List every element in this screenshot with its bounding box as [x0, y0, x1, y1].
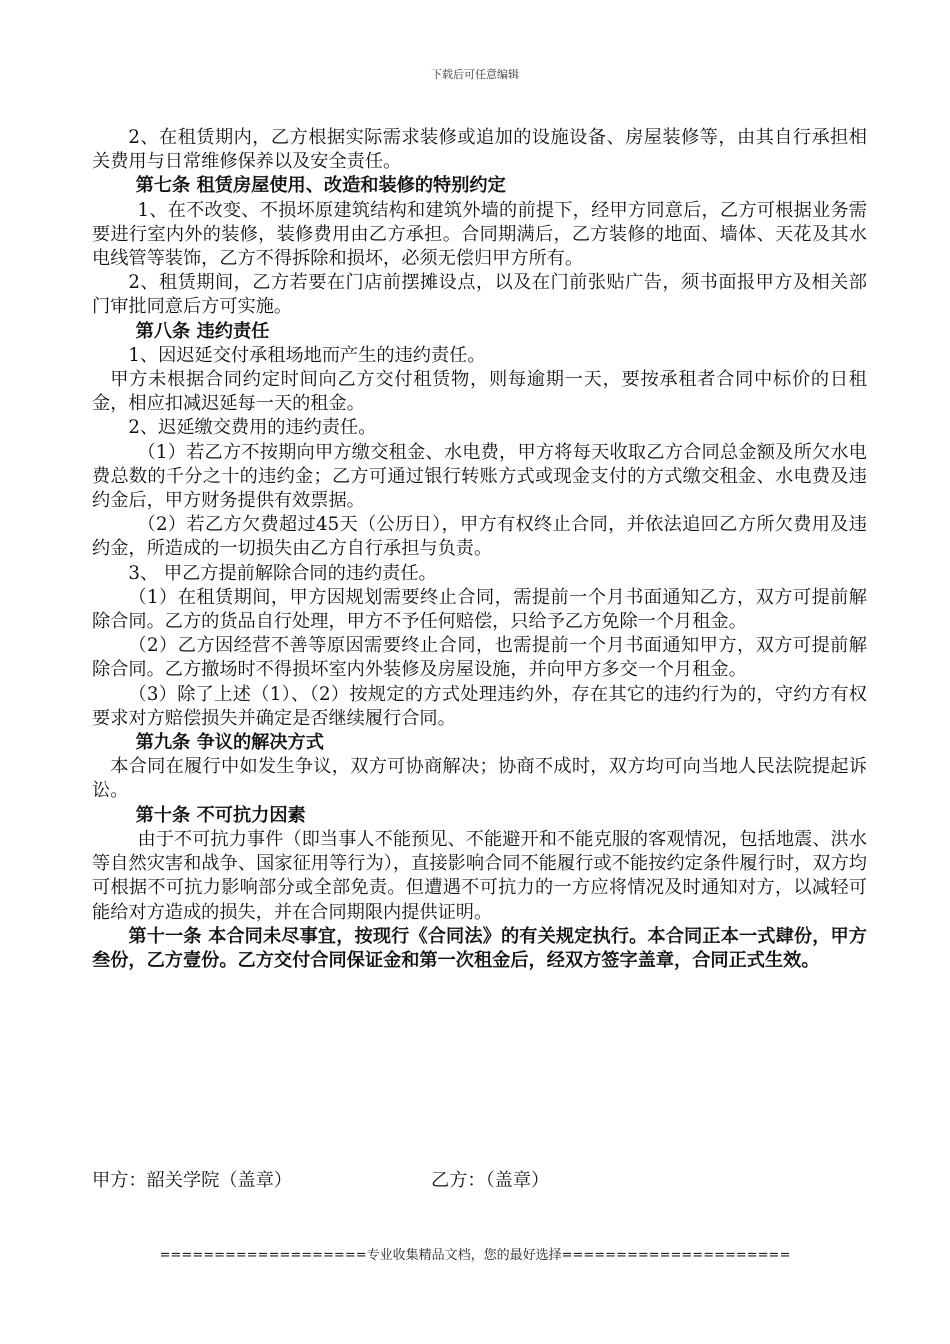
paragraph: 2、迟延缴交费用的违约责任。 [128, 417, 377, 439]
paragraph: （2）若乙方欠费超过45天（公历日），甲方有权终止合同，并依法追回乙方所欠费用及违约金，所造成的一切损失由乙方自行承担与负责。 [92, 514, 867, 560]
article-heading: 第八条 违约责任 [135, 320, 270, 342]
paragraph: 1、因迟延交付承租场地而产生的违约责任。 [128, 344, 486, 366]
paragraph: 1、在不改变、不损坏原建筑结构和建筑外墙的前提下，经甲方同意后，乙方可根据业务需要进行室内外的装修，装修费用由乙方承担。合同期满后，乙方装修的地面、墙体、天花及其水电线管等装饰，乙方不得拆除和损坏，必须无偿归甲方所有。 [92, 199, 867, 270]
contract-body [92, 126, 867, 973]
article-heading: 第九条 争议的解决方式 [135, 732, 324, 754]
paragraph: （2）乙方因经营不善等原因需要终止合同，也需提前一个月书面通知甲方，双方可提前解除合同。乙方撤场时不得损坏室内外装修及房屋设施，并向甲方多交一个月租金。 [92, 635, 867, 681]
paragraph: （1）在租赁期间，甲方因规划需要终止合同，需提前一个月书面通知乙方，双方可提前解除合同。乙方的货品自行处理，甲方不予任何赔偿，只给予乙方免除一个月租金。 [92, 586, 867, 633]
party-b-signature: 乙方：（盖章） [431, 1170, 550, 1191]
paragraph: 甲方未根据合同约定时间向乙方交付租赁物，则每逾期一天，要按承租者合同中标价的日租金，相应扣减迟延每一天的租金。 [92, 369, 867, 415]
paragraph: 本合同在履行中如发生争议，双方可协商解决；协商不成时，双方均可向当地人民法院提起诉讼。 [92, 756, 867, 802]
party-a-signature: 甲方：韶关学院（盖章） [92, 1170, 293, 1191]
paragraph: （1）若乙方不按期向甲方缴交租金、水电费，甲方将每天收取乙方合同总金额及所欠水电费总数的千分之十的违约金；乙方可通过银行转账方式或现金支付的方式缴交租金、水电费及违约金后，甲方财务提供有效票据。 [92, 441, 867, 512]
paragraph: 3、 甲乙方提前解除合同的违约责任。 [128, 562, 437, 584]
page-header: 下载后可任意编辑 [431, 68, 519, 81]
paragraph: （3）除了上述（1）、（2）按规定的方式处理违约外，存在其它的违约行为的，守约方有权要求对方赔偿损失并确定是否继续履行合同。 [92, 683, 867, 729]
paragraph: 由于不可抗力事件（即当事人不能预见、不能避开和不能克服的客观情况，包括地震、洪水等自然灾害和战争、国家征用等行为），直接影响合同不能履行或不能按约定条件履行时，双方均可根据不可抗力影响部分或全部免责。但遭遇不可抗力的一方应将情况及时通知对方，以减轻可能给对方造成的损失，并在合同期限内提供证明。 [92, 828, 867, 923]
paragraph: 2、在租赁期内，乙方根据实际需求装修或追加的设施设备、房屋装修等，由其自行承担相关费用与日常维修保养以及安全责任。 [92, 127, 867, 173]
article-heading: 第七条 租赁房屋使用、改造和装修的特别约定 [135, 175, 506, 197]
article-heading: 第十条 不可抗力因素 [135, 804, 306, 826]
page-footer: ===================专业收集精品文档，您的最好选择===================== [159, 1248, 791, 1263]
paragraph: 2、租赁期间，乙方若要在门店前摆摊设点，以及在门前张贴广告，须书面报甲方及相关部门审批同意后方可实施。 [92, 272, 867, 318]
paragraph: 第十一条 本合同未尽事宜，按现行《合同法》的有关规定执行。本合同正本一式肆份，甲方叁份，乙方壹份。乙方交付合同保证金和第一次租金后，经双方签字盖章，合同正式生效。 [92, 925, 867, 971]
